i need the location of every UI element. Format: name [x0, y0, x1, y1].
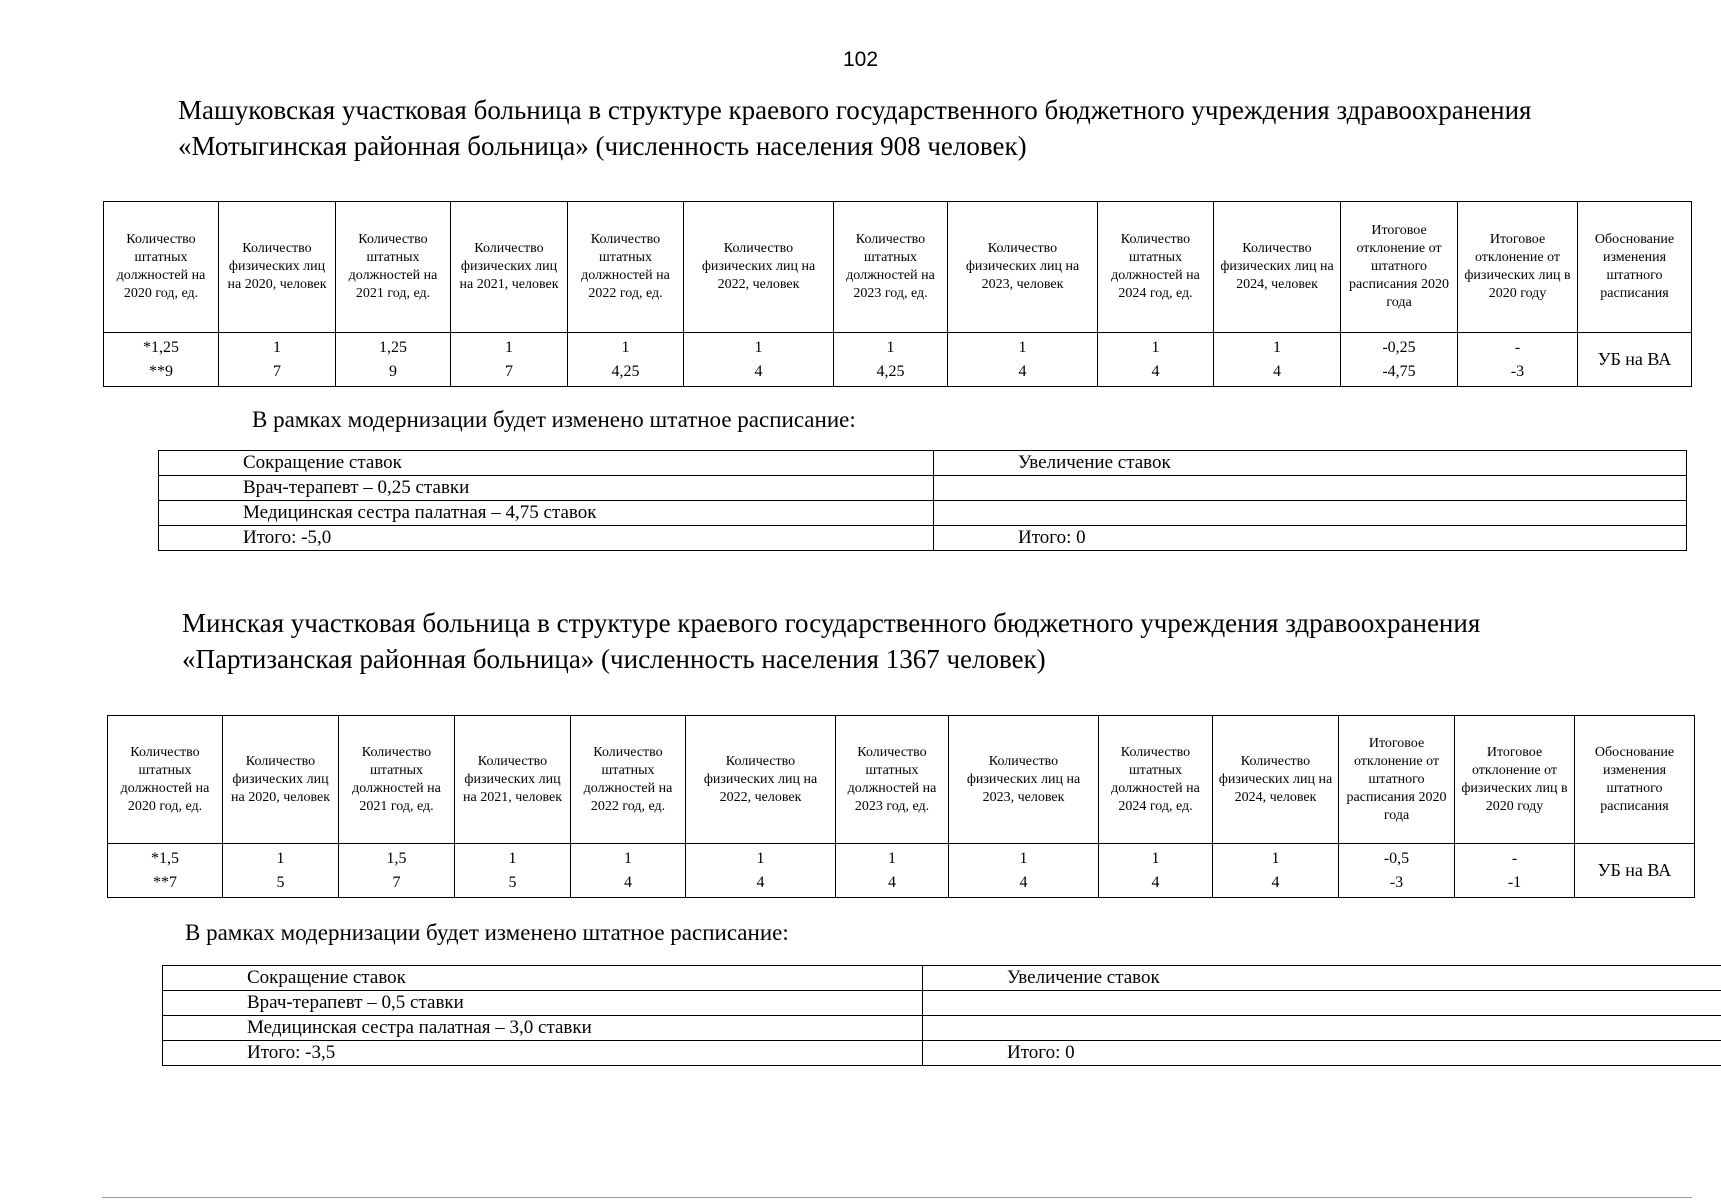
changes-row [159, 501, 1687, 526]
reduction-item: Медицинская сестра палатная – 4,75 ставок [159, 501, 934, 526]
col-header-persons-2023: Количество физических лиц на 2023, человек [948, 202, 1098, 333]
col-header-positions-2023: Количество штатных должностей на 2023 год, ед. [836, 716, 949, 844]
col-header-deviation-staffing: Итоговое отклонение от штатного расписания 2020 года [1341, 202, 1458, 333]
increase-header: Увеличение ставок [934, 451, 1687, 476]
data-cell: *1,5 **7 [108, 844, 223, 898]
data-cell: - -1 [1455, 844, 1575, 898]
section-2-changes-intro: В рамках модернизации будет изменено штатное расписание: [185, 920, 789, 945]
section-1-title-line2: «Мотыгинская районная больница» (численность населения 908 человек) [178, 131, 1027, 161]
col-header-justification: Обоснование изменения штатного расписания [1578, 202, 1692, 333]
increase-item [923, 1016, 1721, 1041]
data-cell: 1 7 [451, 333, 568, 387]
reduction-header: Сокращение ставок [163, 966, 923, 991]
changes-row [163, 991, 1721, 1016]
changes-row [159, 476, 1687, 501]
data-cell: -0,5 -3 [1339, 844, 1455, 898]
data-cell: 1 4 [1213, 844, 1339, 898]
data-cell: 1 4 [836, 844, 949, 898]
page-number: 102 [842, 48, 879, 71]
increase-item [934, 501, 1687, 526]
table-data-row [108, 844, 1695, 898]
reduction-total: Итого: -5,0 [159, 526, 934, 551]
data-cell: 1 5 [223, 844, 339, 898]
col-header-positions-2023: Количество штатных должностей на 2023 год, ед. [834, 202, 948, 333]
data-cell: - -3 [1458, 333, 1578, 387]
justification-cell: УБ на ВА [1575, 844, 1695, 898]
section-2-staffing-table [107, 715, 1695, 898]
col-header-persons-2024: Количество физических лиц на 2024, человек [1213, 716, 1339, 844]
data-cell: 1 4 [1098, 333, 1214, 387]
data-cell: 1 4 [949, 844, 1099, 898]
col-header-deviation-staffing: Итоговое отклонение от штатного расписания 2020 года [1339, 716, 1455, 844]
col-header-persons-2024: Количество физических лиц на 2024, человек [1214, 202, 1341, 333]
reduction-total: Итого: -3,5 [163, 1041, 923, 1066]
data-cell: *1,25 **9 [104, 333, 219, 387]
section-1-title-line1: Машуковская участковая больница в структуре краевого государственного бюджетного учреждения здравоохранения [178, 95, 1532, 125]
section-2-title-line1: Минская участковая больница в структуре краевого государственного бюджетного учреждения здравоохранения [182, 608, 1481, 638]
justification-cell: УБ на ВА [1578, 333, 1692, 387]
reduction-item: Медицинская сестра палатная – 3,0 ставки [163, 1016, 923, 1041]
data-cell: 1 4 [1099, 844, 1213, 898]
section-2-changes-table [162, 965, 1721, 1066]
col-header-persons-2021: Количество физических лиц на 2021, человек [451, 202, 568, 333]
increase-total: Итого: 0 [934, 526, 1687, 551]
data-cell: 1 4,25 [834, 333, 948, 387]
increase-item [934, 476, 1687, 501]
col-header-positions-2022: Количество штатных должностей на 2022 год, ед. [568, 202, 684, 333]
data-cell: 1 4,25 [568, 333, 684, 387]
col-header-positions-2024: Количество штатных должностей на 2024 год, ед. [1098, 202, 1214, 333]
table-header-row [108, 716, 1695, 844]
col-header-persons-2021: Количество физических лиц на 2021, человек [455, 716, 571, 844]
table-data-row [104, 333, 1692, 387]
data-cell: 1 5 [455, 844, 571, 898]
col-header-persons-2023: Количество физических лиц на 2023, человек [949, 716, 1099, 844]
data-cell: 1 4 [571, 844, 686, 898]
data-cell: 1 4 [684, 333, 834, 387]
data-cell: 1 7 [219, 333, 336, 387]
col-header-justification: Обоснование изменения штатного расписания [1575, 716, 1695, 844]
section-1-changes-table [158, 450, 1687, 551]
data-cell: 1 4 [686, 844, 836, 898]
section-1-title [178, 92, 1531, 164]
data-cell: 1,5 7 [339, 844, 455, 898]
col-header-deviation-persons: Итоговое отклонение от физических лиц в 2020 году [1458, 202, 1578, 333]
changes-row [163, 1016, 1721, 1041]
table-header-row [104, 202, 1692, 333]
reduction-item: Врач-терапевт – 0,25 ставки [159, 476, 934, 501]
data-cell: -0,25 -4,75 [1341, 333, 1458, 387]
changes-total-row [159, 526, 1687, 551]
col-header-positions-2024: Количество штатных должностей на 2024 год, ед. [1099, 716, 1213, 844]
reduction-item: Врач-терапевт – 0,5 ставки [163, 991, 923, 1016]
changes-total-row [163, 1041, 1721, 1066]
changes-header-row [163, 966, 1721, 991]
col-header-persons-2020: Количество физических лиц на 2020, человек [219, 202, 336, 333]
col-header-deviation-persons: Итоговое отклонение от физических лиц в 2020 году [1455, 716, 1575, 844]
col-header-positions-2020: Количество штатных должностей на 2020 год, ед. [108, 716, 223, 844]
section-1-changes-intro: В рамках модернизации будет изменено штатное расписание: [252, 407, 856, 432]
section-2-title [182, 605, 1480, 677]
data-cell: 1 4 [1214, 333, 1341, 387]
increase-item [923, 991, 1721, 1016]
col-header-positions-2021: Количество штатных должностей на 2021 год, ед. [336, 202, 451, 333]
section-1-staffing-table [103, 201, 1692, 387]
section-2-title-line2: «Партизанская районная больница» (численность населения 1367 человек) [182, 644, 1046, 674]
data-cell: 1 4 [948, 333, 1098, 387]
bottom-divider [102, 1197, 1692, 1198]
increase-total: Итого: 0 [923, 1041, 1721, 1066]
col-header-persons-2022: Количество физических лиц на 2022, человек [686, 716, 836, 844]
changes-header-row [159, 451, 1687, 476]
col-header-persons-2020: Количество физических лиц на 2020, человек [223, 716, 339, 844]
col-header-persons-2022: Количество физических лиц на 2022, человек [684, 202, 834, 333]
col-header-positions-2022: Количество штатных должностей на 2022 год, ед. [571, 716, 686, 844]
col-header-positions-2021: Количество штатных должностей на 2021 год, ед. [339, 716, 455, 844]
data-cell: 1,25 9 [336, 333, 451, 387]
col-header-positions-2020: Количество штатных должностей на 2020 год, ед. [104, 202, 219, 333]
increase-header: Увеличение ставок [923, 966, 1721, 991]
reduction-header: Сокращение ставок [159, 451, 934, 476]
